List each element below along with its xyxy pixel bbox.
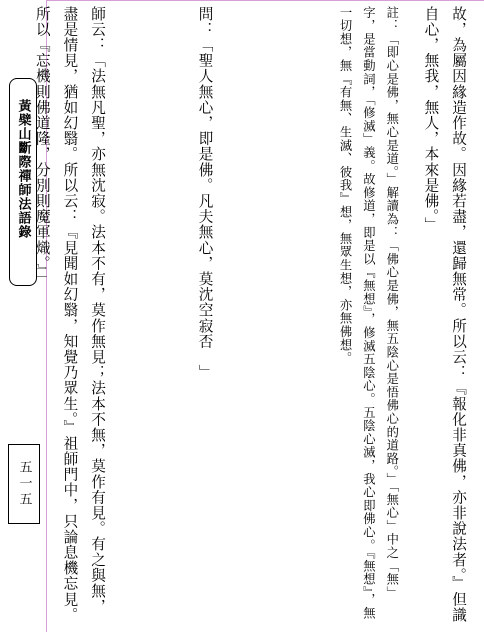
- page-frame-top-line: [46, 0, 484, 1]
- vertical-body-text: [33, 6, 472, 624]
- question-paragraph: [0, 6, 31, 624]
- annotation-paragraph: 註：「即心是佛，無心是道。」解讀為：「佛心是佛，無五陰心是悟佛心的道路。」「無心」中之「無」字，是當動詞，「修滅」義。故修道，即是以『無想』，修滅五陰心。五陰心滅，我心即佛心。『無想』，無一切想，無『有無、生滅、彼我』想，無眾生想，亦無佛想。: [338, 6, 399, 620]
- running-title: 黃檗山斷際禪師法語錄: [15, 99, 31, 239]
- question-paragraph: 問：「聖人無心，即是佛。凡夫無心，莫沈空寂否 」: [196, 6, 214, 381]
- paragraph-continuation: 故，為屬因緣造作故。因緣若盡，還歸無常。所以云：『報化非真佛，亦非說法者。』但識自心，無我，無人，本來是佛。」: [422, 6, 467, 623]
- page-number: 五一五: [16, 460, 32, 508]
- master-answer-paragraph: 師云：「法無凡聖，亦無沈寂。法本不有，莫作無見；法本不無，莫作有見。有之與無，盡是情見，猶如幻翳。所以云：『見聞如幻翳，知覺乃眾生。』祖師門中，只論息機忘見。所以『忘機則佛道隆，分別則魔軍熾。』」: [33, 6, 106, 623]
